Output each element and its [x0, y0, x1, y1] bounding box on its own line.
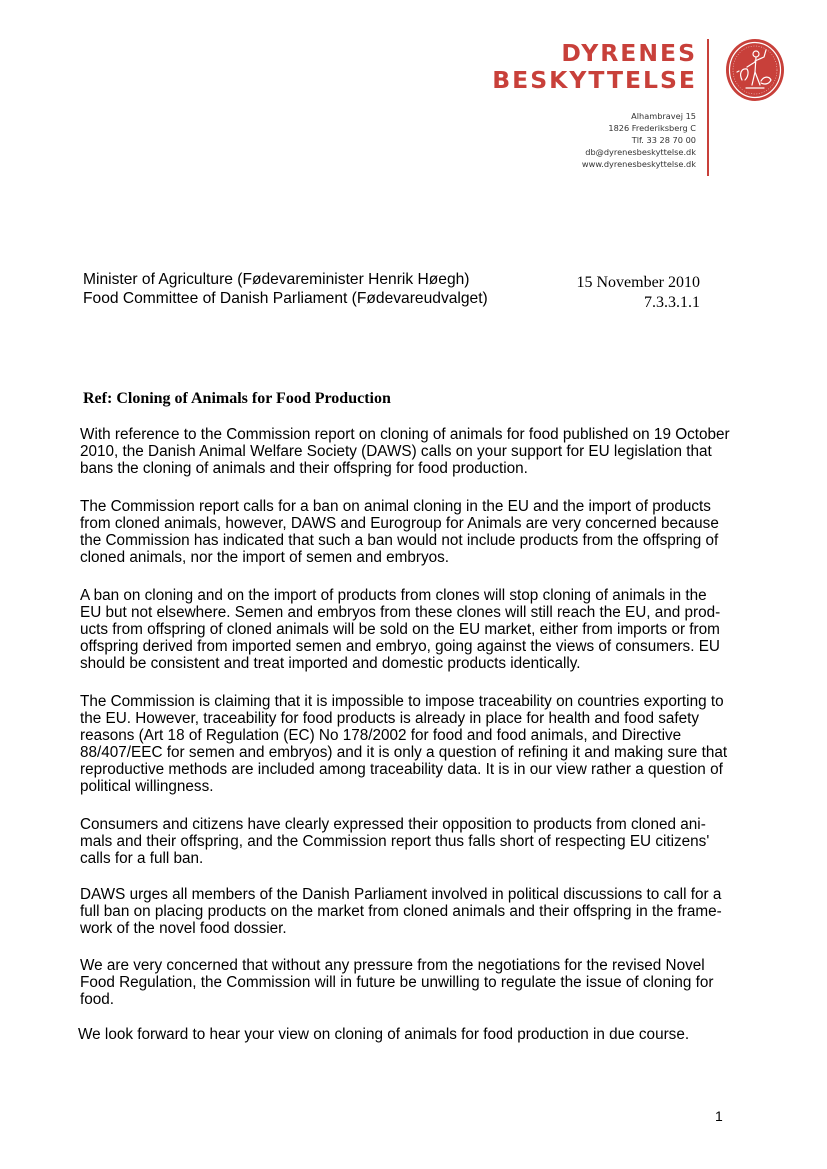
paragraph-line: ucts from offspring of cloned animals will be sold on the EU market, either from imports or from	[80, 620, 720, 638]
subject-line: Ref: Cloning of Animals for Food Production	[83, 390, 391, 407]
paragraph-line: should be consistent and treat imported and domestic products identically.	[80, 654, 581, 672]
paragraph-line: calls for a full ban.	[80, 849, 204, 867]
paragraph-line: A ban on cloning and on the import of products from clones will stop cloning of animals in the	[80, 587, 707, 604]
paragraph-line: We are very concerned that without any pressure from the negotiations for the revised Novel	[80, 957, 705, 974]
seal-logo-icon	[725, 38, 785, 102]
email-address: db@dyrenesbeskyttelse.dk	[585, 147, 696, 158]
paragraph-line: reasons (Art 18 of Regulation (EC) No 178/2002 for food and food animals, and Directive	[80, 726, 682, 744]
paragraph-line: full ban on placing products on the market from cloned animals and their offspring in the frame-	[80, 902, 722, 920]
recipient-block	[83, 270, 488, 308]
paragraph-line: The Commission report calls for a ban on animal cloning in the EU and the import of products	[80, 498, 711, 515]
paragraph-line: bans the cloning of animals and their offspring for food production.	[80, 459, 528, 477]
address-street: Alhambravej 15	[631, 111, 696, 121]
paragraph-line: 2010, the Danish Animal Welfare Society (DAWS) calls on your support for EU legislation that	[80, 442, 712, 460]
date-reference-block	[576, 273, 700, 313]
paragraph-line: offspring derived from imported semen and embryo, going against the views of consumers. EU	[80, 637, 720, 655]
organization-name-line-2: BESKYTTELSE	[492, 66, 697, 94]
paragraph-1	[80, 427, 750, 478]
paragraph-line: DAWS urges all members of the Danish Parliament involved in political discussions to call for a	[80, 886, 722, 903]
address-city: 1826 Frederiksberg C	[608, 123, 696, 134]
paragraph-line: from cloned animals, however, DAWS and Eurogroup for Animals are very concerned because	[80, 514, 719, 532]
paragraph-line: political willingness.	[80, 777, 214, 795]
letterhead-divider	[707, 39, 709, 176]
paragraph-7	[80, 958, 750, 1009]
recipient-line: Food Committee of Danish Parliament (Fødevareudvalget)	[83, 290, 488, 307]
paragraph-line: reproductive methods are included among traceability data. It is in our view rather a question of	[80, 760, 723, 778]
paragraph-line: The Commission is claiming that it is impossible to impose traceability on countries exporting to	[80, 693, 724, 710]
recipient-line: Minister of Agriculture (Fødevareminister Henrik Høegh)	[83, 271, 470, 288]
letter-date: 15 November 2010	[576, 274, 700, 291]
paragraph-line: EU but not elsewhere. Semen and embryos from these clones will still reach the EU, and prod-	[80, 603, 721, 621]
reference-number: 7.3.3.1.1	[644, 294, 700, 311]
paragraph-line: food.	[80, 990, 115, 1008]
paragraph-line: the Commission has indicated that such a ban would not include products from the offspring of	[80, 531, 719, 549]
organization-name	[492, 40, 697, 94]
paragraph-line: the EU. However, traceability for food products is already in place for health and food safety	[80, 709, 700, 727]
website-address: www.dyrenesbeskyttelse.dk	[581, 159, 696, 170]
paragraph-line: 88/407/EEC for semen and embryos) and it is only a question of refining it and making sure that	[80, 743, 728, 761]
paragraph-line: Consumers and citizens have clearly expressed their opposition to products from cloned ani-	[80, 816, 706, 833]
paragraph-line: cloned animals, nor the import of semen and embryos.	[80, 548, 450, 566]
phone-number: Tlf. 33 28 70 00	[631, 135, 696, 146]
paragraph-line: mals and their offspring, and the Commission report thus falls short of respecting EU citizens'	[80, 832, 710, 850]
paragraph-3	[80, 588, 750, 673]
contact-block	[582, 110, 696, 170]
paragraph-line: Food Regulation, the Commission will in future be unwilling to regulate the issue of cloning for	[80, 973, 714, 991]
paragraph-8	[78, 1027, 748, 1044]
organization-name-line-1: DYRENES	[561, 39, 697, 67]
paragraph-line: work of the novel food dossier.	[80, 919, 287, 937]
page-number: 1	[715, 1108, 723, 1124]
paragraph-2	[80, 499, 750, 567]
paragraph-line: We look forward to hear your view on cloning of animals for food production in due course.	[78, 1026, 690, 1043]
paragraph-5	[80, 817, 750, 868]
paragraph-line: With reference to the Commission report on cloning of animals for food published on 19 October	[80, 426, 730, 443]
paragraph-4	[80, 694, 750, 795]
paragraph-6	[80, 887, 750, 938]
